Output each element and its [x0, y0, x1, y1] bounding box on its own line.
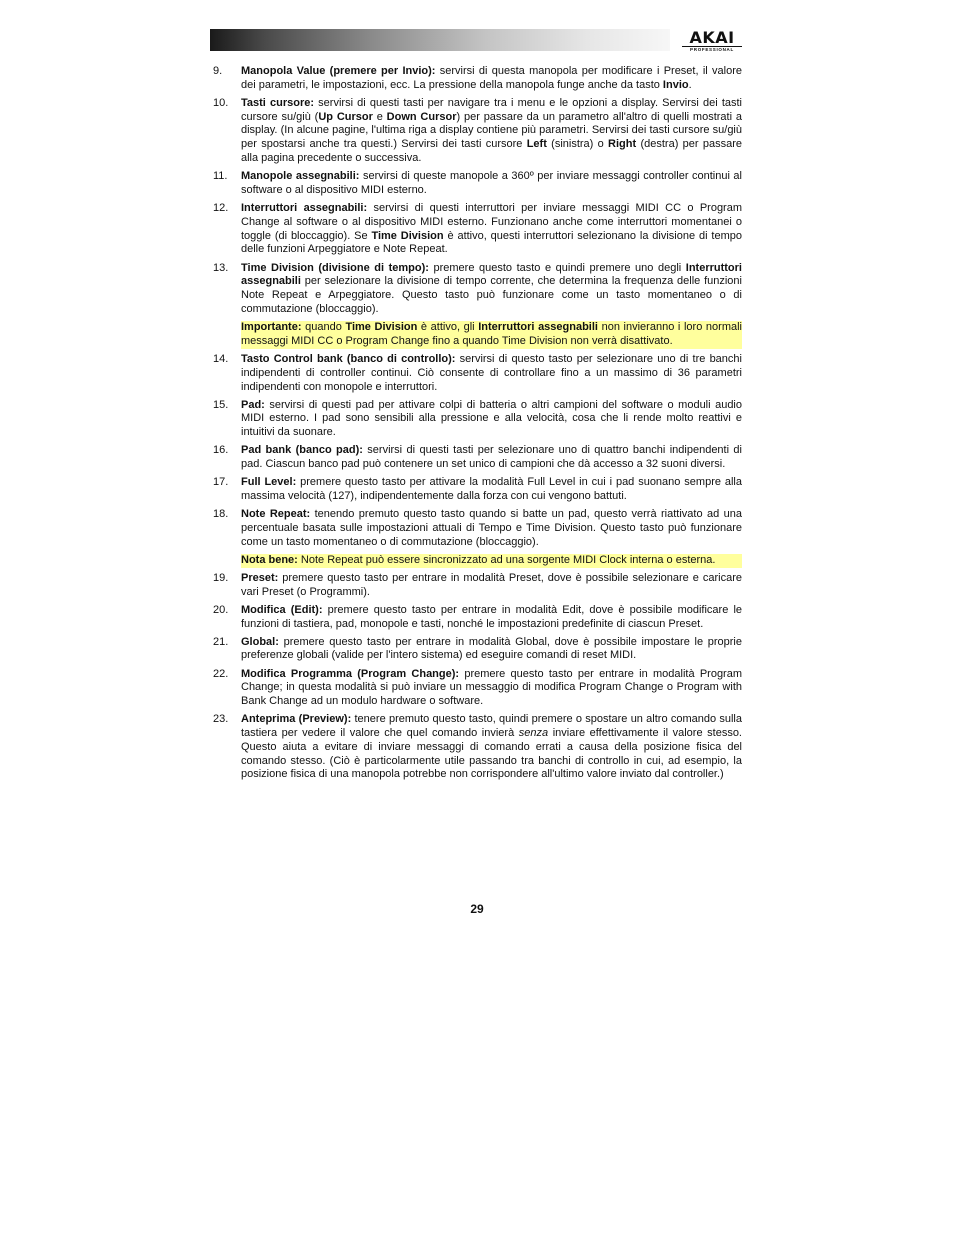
list-item — [210, 476, 742, 504]
text-run: (destra) per passare alla pagina precedente o successiva. — [241, 138, 742, 165]
list-item — [210, 572, 742, 600]
bold-term: Time Division (divisione di tempo): — [241, 261, 429, 274]
bold-term: Interruttori assegnabili — [241, 261, 742, 288]
list-item — [210, 668, 742, 709]
list-item-number: 11. — [213, 170, 228, 183]
list-item — [210, 444, 742, 472]
list-item-text — [241, 170, 742, 198]
bold-term: Down Cursor — [386, 110, 457, 123]
bold-term: Pad bank (banco pad): — [241, 444, 363, 457]
text-run: premere questo tasto e quindi premere uno degli — [428, 261, 686, 274]
akai-logo — [682, 30, 742, 50]
highlighted-note — [241, 554, 742, 568]
bold-term: Pad: — [241, 398, 265, 411]
list-item-text — [241, 476, 742, 504]
list-item-number: 21. — [213, 635, 229, 648]
list-item — [210, 508, 742, 549]
list-item-text — [241, 202, 742, 257]
list-item-number: 18. — [213, 508, 229, 521]
bold-term: Modifica Programma (Program Change): — [241, 667, 460, 680]
bold-term: Manopole assegnabili: — [241, 170, 360, 183]
list-item-number: 20. — [213, 603, 229, 616]
list-item-number: 16. — [213, 444, 229, 457]
text-run: premere questo tasto per entrare in modalità Edit, dove è possibile modificare le funzioni di tastiera, pad, monopole e tasti, nonché le impostazioni predefinite di ciascun Preset. — [241, 603, 742, 630]
list-item-text — [241, 636, 742, 664]
text-run: servirsi di queste manopole a 360º per inviare messaggi controller continui al software o al dispositivo MIDI esterno. — [241, 170, 742, 196]
list-item — [210, 170, 742, 198]
list-item-text — [241, 572, 742, 600]
bold-term: Tasti cursore: — [241, 96, 315, 109]
text-run: ) per passare da un parametro all'altro di quelli mostrati a display. (In alcune pagine, l'ultima riga a display contiene più parametri. Servirsi dei tasti cursore su/giù per spostarsi anche tra questi.) Servirsi dei tasti cursore — [241, 110, 742, 151]
text-run: servirsi di questi interruttori per inviare messaggi MIDI CC o Program Change al software o al dispositivo MIDI esterno. Funzionano anche come interruttori momentanei o toggle (di bloccaggio). Se — [241, 202, 742, 242]
bold-term: Manopola Value (premere per Invio): — [241, 65, 436, 77]
text-run: premere questo tasto per entrare in modalità Program Change; in questa modalità si può inviare un messaggio di modifica Program Change o Program with Bank Change ad un modulo hardware o software. — [241, 667, 742, 708]
page-number: 29 — [470, 902, 484, 916]
text-run: servirsi di questi tasti per navigare tra i menu e le opzioni a display. Servirsi dei tasti cursore su/giù ( — [241, 96, 742, 123]
list-item-number: 13. — [213, 261, 229, 274]
text-run: quando — [301, 321, 346, 334]
list-item — [210, 713, 742, 782]
list-item-number: 12. — [213, 202, 229, 215]
list-item-text — [241, 65, 742, 93]
text-run: servirsi di questo tasto per selezionare uno di tre banchi indipendenti di controller continui. Ciò consente di controllare fino a un massimo di 36 parametri indipendenti con monopole e interruttori. — [241, 352, 742, 393]
list-item-text — [241, 508, 742, 549]
list-item — [210, 604, 742, 632]
text-run: Note Repeat può essere sincronizzato ad una sorgente MIDI Clock interna o esterna. — [297, 553, 716, 566]
bold-term: Time Division — [371, 229, 444, 242]
list-item-number: 23. — [213, 713, 229, 726]
text-run: premere questo tasto per attivare la modalità Full Level in cui i pad suonano sempre alla massima velocità (127), indipendentemente dalla forza con cui vengono battuti. — [241, 476, 742, 502]
list-item — [210, 65, 742, 93]
text-run: non invieranno i loro normali messaggi MIDI CC o Program Change fino a quando Time Division non verrà disattivato. — [241, 321, 742, 347]
list-item — [210, 399, 742, 440]
emphasis-text: senza — [518, 727, 549, 740]
list-item-text — [241, 668, 742, 709]
logo-brand: AKAI — [689, 28, 735, 47]
text-run: e — [372, 110, 387, 123]
text-run: servirsi di questa manopola per modificare i Preset, il valore dei parametri, le impostazioni, ecc. La pressione della manopola funge anche da tasto — [241, 65, 742, 91]
list-item-number: 10. — [213, 96, 229, 109]
list-item-number: 19. — [213, 571, 229, 584]
list-item-text — [241, 97, 742, 166]
list-item-number: 15. — [213, 398, 229, 411]
text-run: servirsi di questi pad per attivare colpi di batteria o altri campioni del software o moduli audio MIDI esterno. I pad sono sensibili alla pressione e alla velocità, cosa che li rende molto reattivi e intuitivi da suonare. — [241, 398, 742, 439]
numbered-list — [210, 65, 742, 787]
bold-term: Time Division — [345, 321, 418, 334]
list-item — [210, 262, 742, 317]
bold-term: Tasto Control bank (banco di controllo): — [241, 352, 456, 365]
text-run: tenendo premuto questo tasto quando si batte un pad, questo verrà riattivato ad una percentuale basata sulle impostazioni attuali di Tempo e Time Division. Questo tasto può funzionare come un tasto momentaneo o di commutazione (bloccaggio). — [241, 508, 742, 548]
bold-term: Preset: — [241, 571, 279, 584]
list-item-text — [241, 262, 742, 317]
text-run: è attivo, gli — [417, 321, 479, 334]
text-run: servirsi di questi tasti per selezionare uno di quattro banchi indipendenti di pad. Ciascun banco pad può contenere un set unico di campioni che dà accesso a 32 suoni diversi. — [241, 444, 742, 471]
text-run: premere questo tasto per entrare in modalità Global, dove è possibile impostare le proprie preferenze globali (valide per l'intero sistema) ed eseguire comandi di reset MIDI. — [241, 635, 742, 662]
bold-term: Note Repeat: — [241, 508, 311, 521]
text-run: (sinistra) o — [546, 138, 609, 151]
list-item — [210, 202, 742, 257]
text-run: . — [688, 78, 692, 91]
bold-term: Interruttori assegnabili: — [241, 202, 368, 215]
list-item — [210, 353, 742, 394]
text-run: tenere premuto questo tasto, quindi premere o spostare un altro comando sulla tastiera per vedere il valore che quel comando invierà — [241, 713, 742, 740]
text-run: per selezionare la divisione di tempo corrente, che determina la frequenza delle funzioni Note Repeat e Arpeggiatore. Questo tasto può funzionare come un tasto momentaneo o di commutazione (bloccaggio). — [241, 275, 742, 315]
list-item — [210, 97, 742, 166]
bold-term: Anteprima (Preview): — [241, 713, 352, 726]
list-item-text — [241, 399, 742, 440]
list-item-number: 9. — [213, 65, 223, 77]
list-item — [210, 636, 742, 664]
list-item-number: 17. — [213, 476, 229, 489]
header-gradient-bar — [210, 29, 670, 51]
bold-term: Right — [608, 138, 637, 151]
bold-term: Invio — [662, 78, 689, 91]
list-item-number: 22. — [213, 667, 229, 680]
logo-subtitle: PROFESSIONAL — [682, 46, 742, 52]
highlighted-note — [241, 321, 742, 349]
list-item-text — [241, 713, 742, 782]
text-run: inviare effettivamente il valore stesso. Questo aiuta a evitare di inviare messaggi di comando errati a causa della posizione fisica del comando stesso. (Ciò è particolarmente utile passando tra banchi di controllo in cui, ad esempio, la posizione fisica di una manopola potrebbe non corrispondere all'ultimo valore inviato dal controller.) — [241, 727, 742, 781]
bold-term: Modifica (Edit): — [241, 603, 323, 616]
text-run: premere questo tasto per entrare in modalità Preset, dove è possibile selezionare e caricare vari Preset (o Programmi). — [241, 571, 742, 598]
bold-term: Full Level: — [241, 476, 297, 489]
list-item-text — [241, 444, 742, 472]
bold-term: Up Cursor — [318, 110, 373, 123]
bold-term: Interruttori assegnabili — [478, 321, 598, 334]
bold-term: Global: — [241, 635, 279, 648]
list-item-text — [241, 353, 742, 394]
list-item-text — [241, 604, 742, 632]
bold-term: Nota bene: — [241, 553, 298, 566]
list-item-number: 14. — [213, 352, 229, 365]
text-run: è attivo, questi interruttori selezionano la divisione di tempo delle funzioni Arpeggiatore e Note Repeat. — [241, 229, 742, 256]
bold-term: Left — [526, 138, 547, 151]
bold-term: Importante: — [241, 321, 302, 334]
